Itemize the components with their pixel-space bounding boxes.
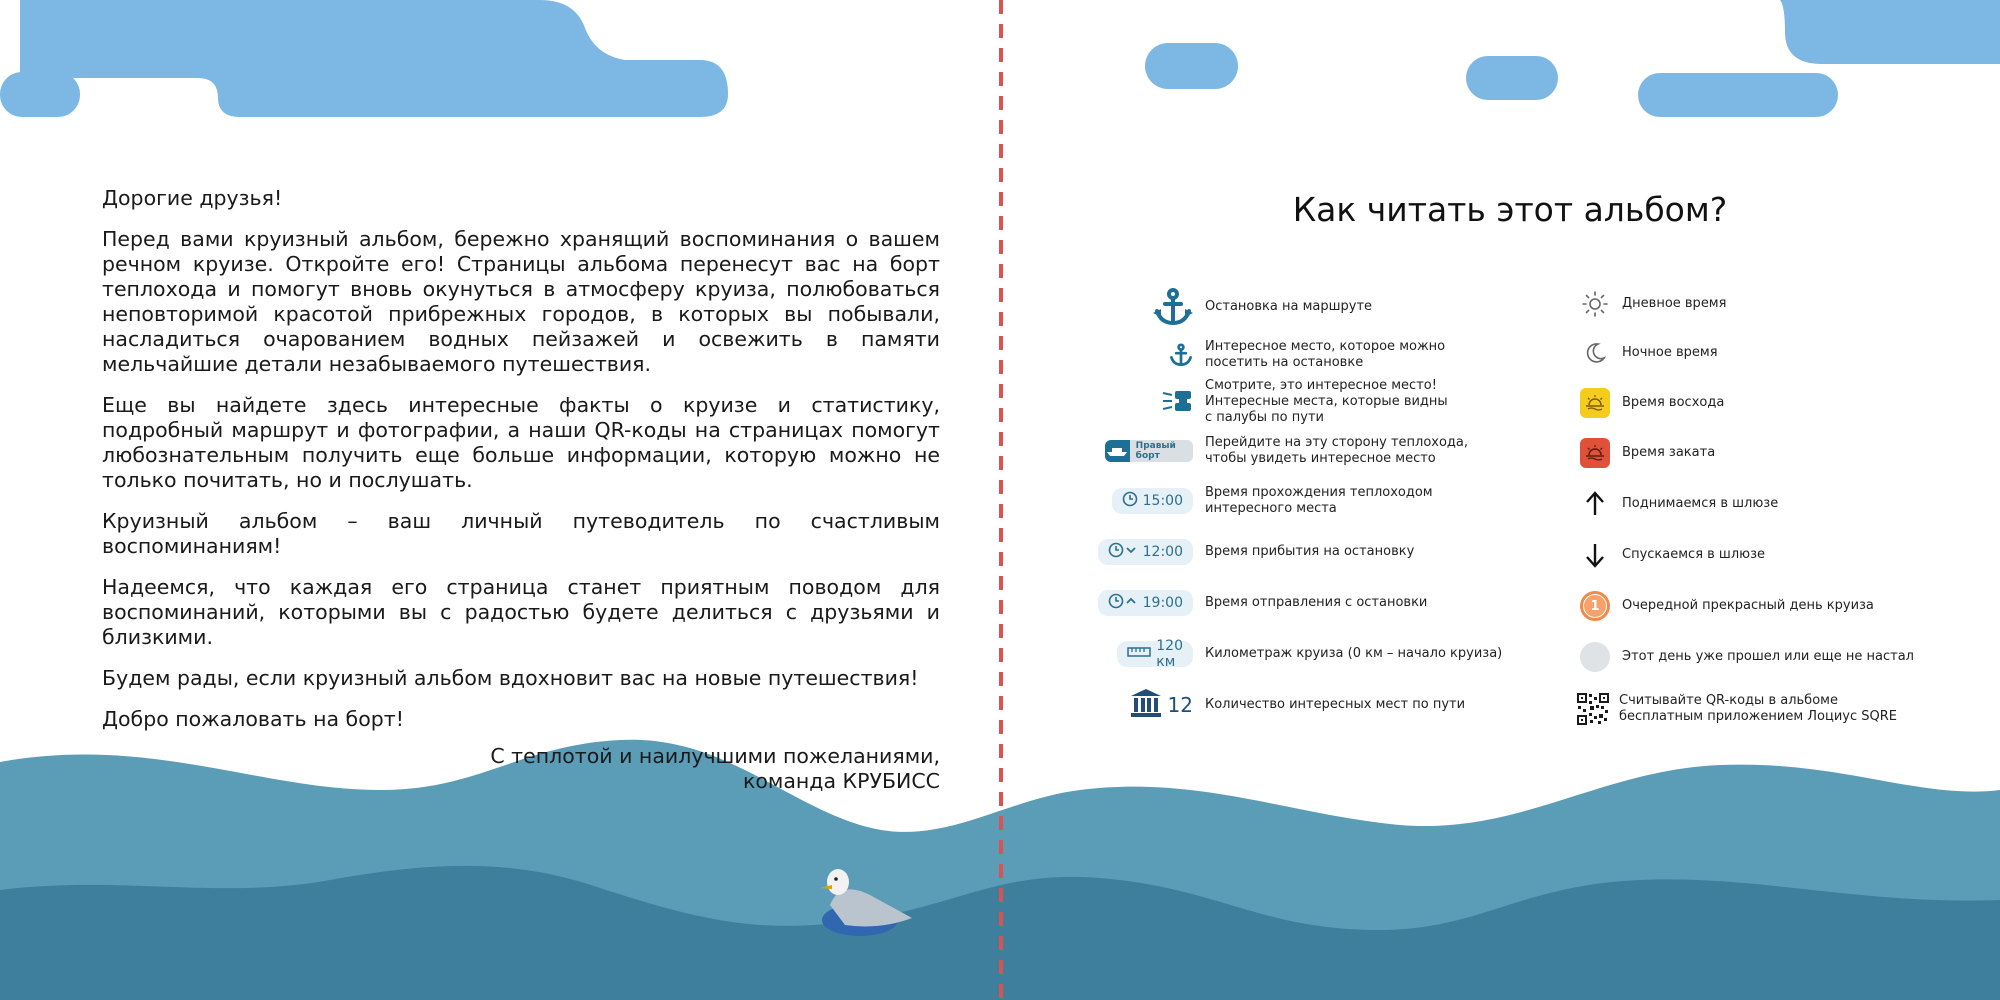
letter-paragraph: Надеемся, что каждая его страница станет приятным поводом для воспоминаний, которыми вы с радостью будете делиться с друзьями и близкими. — [102, 575, 940, 649]
legend-title: Как читать этот альбом? — [1292, 190, 1728, 229]
qr-code-icon — [1575, 692, 1611, 726]
legend-label: Дневное время — [1622, 296, 1727, 311]
legend-label: Этот день уже прошел или еще не настал — [1622, 649, 1914, 664]
signature-line: С теплотой и наилучшими пожеланиями, — [490, 744, 940, 768]
sunset-icon — [1580, 438, 1610, 468]
legend-label: Время отправления с остановки — [1205, 595, 1428, 610]
welcome-letter — [102, 186, 940, 748]
legend-item-poi-count — [1167, 683, 1466, 727]
sun-icon — [1580, 291, 1610, 317]
clock-departure-icon — [1108, 593, 1138, 613]
poi-count: 12 — [1167, 693, 1193, 717]
page-divider — [999, 0, 1003, 1000]
letter-paragraph: Добро пожаловать на борт! — [102, 707, 404, 731]
moon-icon — [1580, 341, 1610, 365]
clock-arrival-icon — [1108, 542, 1138, 562]
legend-label: Остановка на маршруте — [1205, 299, 1373, 314]
legend-label: Время восхода — [1622, 395, 1725, 410]
arrow-up-icon — [1580, 491, 1610, 517]
legend-item-lock-down — [1580, 533, 1765, 577]
anchor-small-icon — [1169, 343, 1193, 367]
letter-greeting: Дорогие друзья! — [102, 186, 283, 210]
board-side-text: Правый борт — [1135, 441, 1176, 461]
legend-label: Смотрите, это интересное место! Интересные места, которые видны с палубы по пути — [1205, 378, 1448, 425]
legend-item-sunrise — [1580, 381, 1724, 425]
time-pill: 15:00 — [1112, 488, 1193, 514]
letter-paragraph: Еще вы найдете здесь интересные факты о круизе и статистику, подробный маршрут и фотографии, а наши QR-коды на страницах помогут любознательным получить еще больше информации, которую можно не только почитать, но и послушать. — [102, 393, 940, 492]
legend-label: Ночное время — [1622, 345, 1718, 360]
legend-item-arrival — [1142, 530, 1415, 574]
legend-label: Интересное место, которое можно посетить на остановке — [1205, 339, 1446, 370]
letter-paragraph: Перед вами круизный альбом, бережно хранящий воспоминания о вашем речном круизе. Откройте его! Страницы альбома перенесут вас на борт теплохода и помогут вновь окунуться в атмосферу круиза, полюбоваться неповторимой красотой прибрежных городов, в которых вы побывали, насладиться очарованием водных пейзажей и освежить в памяти мельчайшие детали незабываемого путешествия. — [102, 227, 940, 376]
ruler-icon — [1127, 646, 1151, 662]
legend-item-poi-at-stop — [1205, 333, 1445, 377]
time-pill: 19:00 — [1098, 590, 1193, 616]
legend-item-distance — [1156, 632, 1503, 676]
legend-item-day-number — [1580, 584, 1874, 628]
board-side-badge — [1105, 440, 1193, 462]
legend-item-departure — [1142, 581, 1428, 625]
legend-item-stop — [1205, 285, 1372, 329]
museum-icon — [1130, 688, 1162, 723]
legend-item-sunset — [1580, 431, 1715, 475]
legend-item-day — [1580, 282, 1726, 326]
day-number-icon: 1 — [1580, 591, 1610, 621]
time-pill: 12:00 — [1098, 539, 1193, 565]
legend-item-pass-time — [1142, 479, 1433, 523]
legend-label: Считывайте QR-коды в альбоме бесплатным приложением Лоциус SQRE — [1619, 693, 1898, 724]
legend-label: Время заката — [1622, 445, 1716, 460]
legend-item-night — [1580, 331, 1718, 375]
legend-label: Спускаемся в шлюзе — [1622, 547, 1765, 562]
legend-item-poi-on-route — [1205, 380, 1448, 424]
anchor-large-icon — [1153, 287, 1193, 327]
distance-pill: 120 км — [1117, 641, 1193, 667]
legend-label: Перейдите на эту сторону теплохода, чтобы увидеть интересное место — [1205, 435, 1469, 466]
binoculars-icon — [1161, 388, 1193, 416]
legend-item-lock-up — [1580, 482, 1778, 526]
grey-circle-icon — [1580, 642, 1610, 672]
legend-item-inactive-day — [1580, 635, 1914, 679]
arrow-down-icon — [1580, 542, 1610, 568]
letter-paragraph: Круизный альбом – ваш личный путеводитель по счастливым воспоминаниям! — [102, 509, 940, 558]
clock-icon — [1122, 491, 1138, 511]
letter-paragraph: Будем рады, если круизный альбом вдохновит вас на новые путешествия! — [102, 666, 919, 690]
letter-signature — [460, 744, 940, 794]
legend-item-board-side — [1135, 429, 1469, 473]
legend-label: Поднимаемся в шлюзе — [1622, 496, 1779, 511]
legend-label: Время прибытия на остановку — [1205, 544, 1415, 559]
signature-team: команда КРУБИСС — [742, 769, 940, 793]
legend-label: Время прохождения теплоходом интересного места — [1205, 485, 1433, 516]
legend-label: Количество интересных мест по пути — [1205, 697, 1466, 712]
legend-label: Очередной прекрасный день круиза — [1622, 598, 1874, 613]
ship-icon — [1105, 440, 1130, 462]
sunrise-icon — [1580, 388, 1610, 418]
legend-item-qr — [1575, 687, 1897, 731]
legend-label: Километраж круиза (0 км – начало круиза) — [1205, 646, 1503, 661]
